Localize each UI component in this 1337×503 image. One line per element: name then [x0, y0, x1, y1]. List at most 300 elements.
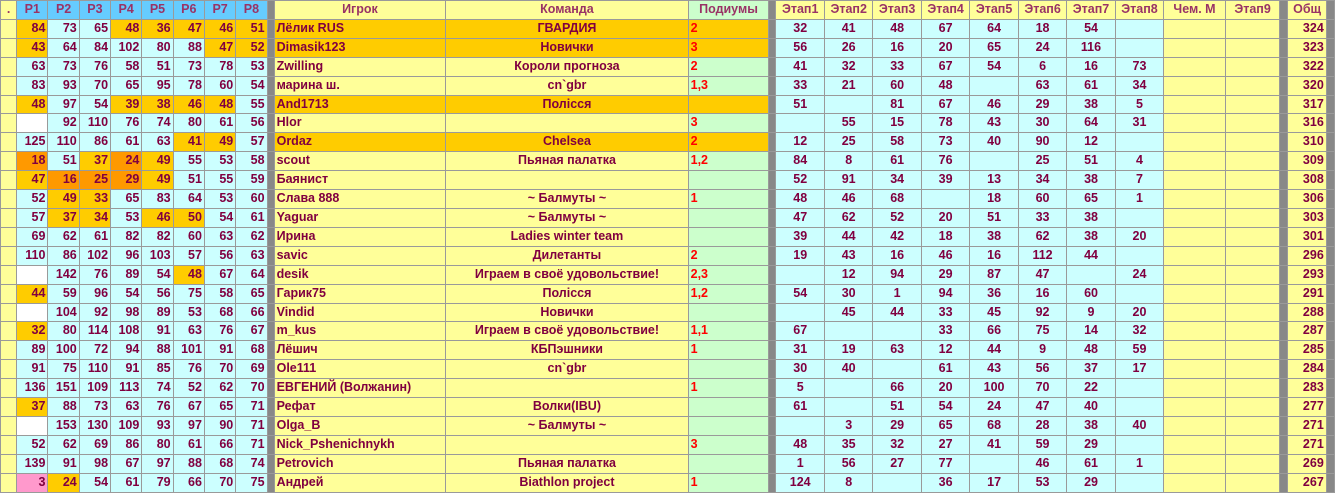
stage-score[interactable]	[873, 360, 921, 379]
stage-score[interactable]: 45	[824, 303, 872, 322]
stage-score[interactable]	[1225, 133, 1280, 152]
stage-score[interactable]: 70	[1018, 379, 1066, 398]
place-cell[interactable]: 96	[79, 284, 110, 303]
place-cell[interactable]: 51	[142, 57, 173, 76]
place-cell[interactable]: 61	[204, 114, 235, 133]
stage-score[interactable]: 51	[1067, 152, 1115, 171]
total-score[interactable]: 285	[1288, 341, 1326, 360]
place-cell[interactable]: 61	[111, 133, 142, 152]
place-cell[interactable]: 33	[79, 190, 110, 209]
stage-score[interactable]: 24	[1115, 265, 1163, 284]
stage-score[interactable]	[873, 473, 921, 492]
stage-score[interactable]: 33	[1018, 208, 1066, 227]
stage-score[interactable]	[1164, 246, 1226, 265]
team-name[interactable]	[446, 379, 688, 398]
place-cell[interactable]: 61	[173, 435, 204, 454]
stage-score[interactable]	[1164, 133, 1226, 152]
stage-score[interactable]: 8	[824, 152, 872, 171]
header-p6[interactable]: P6	[173, 1, 204, 20]
stage-score[interactable]: 33	[873, 57, 921, 76]
place-cell[interactable]: 54	[79, 473, 110, 492]
header-chem-m[interactable]: Чем. М	[1164, 1, 1226, 20]
stage-score[interactable]	[1115, 284, 1163, 303]
total-score[interactable]: 269	[1288, 454, 1326, 473]
stage-score[interactable]: 32	[1115, 322, 1163, 341]
place-cell[interactable]: 95	[142, 76, 173, 95]
stage-score[interactable]: 46	[1018, 454, 1066, 473]
player-name[interactable]: scout	[274, 152, 446, 171]
place-cell[interactable]: 72	[79, 341, 110, 360]
stage-score[interactable]: 112	[1018, 246, 1066, 265]
stage-score[interactable]	[1164, 322, 1226, 341]
place-cell[interactable]: 63	[173, 322, 204, 341]
place-cell[interactable]: 94	[111, 341, 142, 360]
podiums-cell[interactable]: 1,2	[688, 152, 769, 171]
place-cell[interactable]: 82	[142, 227, 173, 246]
team-name[interactable]: Играем в своё удовольствие!	[446, 322, 688, 341]
header-p5[interactable]: P5	[142, 1, 173, 20]
place-cell[interactable]: 73	[173, 57, 204, 76]
stage-score[interactable]	[1115, 435, 1163, 454]
place-cell[interactable]: 57	[173, 246, 204, 265]
stage-score[interactable]: 67	[776, 322, 824, 341]
total-score[interactable]: 322	[1288, 57, 1326, 76]
stage-score[interactable]: 28	[1018, 416, 1066, 435]
stage-score[interactable]: 13	[970, 171, 1018, 190]
stage-score[interactable]: 59	[1115, 341, 1163, 360]
stage-score[interactable]: 94	[873, 265, 921, 284]
stage-score[interactable]: 61	[1067, 454, 1115, 473]
stage-score[interactable]: 16	[873, 246, 921, 265]
place-cell[interactable]: 89	[17, 341, 48, 360]
stage-score[interactable]	[1225, 227, 1280, 246]
team-name[interactable]: Полісся	[446, 95, 688, 114]
stage-score[interactable]: 47	[1018, 265, 1066, 284]
place-cell[interactable]: 52	[236, 38, 267, 57]
stage-score[interactable]: 52	[776, 171, 824, 190]
place-cell[interactable]: 76	[79, 265, 110, 284]
stage-score[interactable]	[824, 398, 872, 417]
place-cell[interactable]: 54	[142, 265, 173, 284]
header-stage5[interactable]: Этап5	[970, 1, 1018, 20]
stage-score[interactable]	[1225, 341, 1280, 360]
stage-score[interactable]: 90	[1018, 133, 1066, 152]
stage-score[interactable]: 124	[776, 473, 824, 492]
team-name[interactable]: Biathlon project	[446, 473, 688, 492]
stage-score[interactable]: 34	[1018, 171, 1066, 190]
header-stage1[interactable]: Этап1	[776, 1, 824, 20]
place-cell[interactable]: 62	[48, 435, 79, 454]
stage-score[interactable]: 20	[921, 208, 969, 227]
stage-score[interactable]: 38	[1067, 227, 1115, 246]
stage-score[interactable]: 18	[1018, 19, 1066, 38]
stage-score[interactable]: 52	[873, 208, 921, 227]
team-name[interactable]: cn`gbr	[446, 360, 688, 379]
stage-score[interactable]	[776, 265, 824, 284]
player-name[interactable]: savic	[274, 246, 446, 265]
stage-score[interactable]: 18	[970, 190, 1018, 209]
player-name[interactable]: Слава 888	[274, 190, 446, 209]
stage-score[interactable]: 54	[776, 284, 824, 303]
stage-score[interactable]: 12	[776, 133, 824, 152]
place-cell[interactable]: 80	[173, 114, 204, 133]
place-cell[interactable]: 65	[204, 398, 235, 417]
place-cell[interactable]: 97	[173, 416, 204, 435]
place-cell[interactable]: 78	[173, 76, 204, 95]
stage-score[interactable]	[824, 95, 872, 114]
place-cell[interactable]: 61	[111, 473, 142, 492]
stage-score[interactable]: 15	[873, 114, 921, 133]
podiums-cell[interactable]: 1,3	[688, 76, 769, 95]
place-cell[interactable]: 38	[142, 95, 173, 114]
place-cell[interactable]: 79	[142, 473, 173, 492]
place-cell[interactable]: 44	[17, 284, 48, 303]
place-cell[interactable]: 34	[79, 208, 110, 227]
place-cell[interactable]: 53	[204, 190, 235, 209]
stage-score[interactable]	[1225, 379, 1280, 398]
podiums-cell[interactable]: 1	[688, 190, 769, 209]
place-cell[interactable]: 65	[111, 76, 142, 95]
stage-score[interactable]: 47	[776, 208, 824, 227]
place-cell[interactable]: 18	[17, 152, 48, 171]
place-cell[interactable]: 25	[79, 171, 110, 190]
stage-score[interactable]: 46	[921, 246, 969, 265]
stage-score[interactable]	[824, 322, 872, 341]
place-cell[interactable]: 84	[79, 38, 110, 57]
place-cell[interactable]: 52	[17, 435, 48, 454]
podiums-cell[interactable]: 2	[688, 246, 769, 265]
stage-score[interactable]: 40	[970, 133, 1018, 152]
stage-score[interactable]: 66	[873, 379, 921, 398]
total-score[interactable]: 291	[1288, 284, 1326, 303]
stage-score[interactable]: 45	[970, 303, 1018, 322]
stage-score[interactable]	[1164, 227, 1226, 246]
place-cell[interactable]: 75	[173, 284, 204, 303]
team-name[interactable]	[446, 114, 688, 133]
place-cell[interactable]: 91	[142, 322, 173, 341]
stage-score[interactable]: 54	[970, 57, 1018, 76]
stage-score[interactable]	[1164, 76, 1226, 95]
stage-score[interactable]	[1164, 19, 1226, 38]
stage-score[interactable]: 27	[921, 435, 969, 454]
stage-score[interactable]: 94	[921, 284, 969, 303]
place-cell[interactable]: 52	[17, 190, 48, 209]
place-cell[interactable]: 70	[204, 360, 235, 379]
total-score[interactable]: 323	[1288, 38, 1326, 57]
stage-score[interactable]: 63	[1018, 76, 1066, 95]
stage-score[interactable]: 27	[873, 454, 921, 473]
place-cell[interactable]: 63	[236, 246, 267, 265]
place-cell[interactable]: 67	[204, 265, 235, 284]
player-name[interactable]: m_kus	[274, 322, 446, 341]
stage-score[interactable]: 78	[921, 114, 969, 133]
place-cell[interactable]: 86	[79, 133, 110, 152]
stage-score[interactable]	[1225, 38, 1280, 57]
stage-score[interactable]	[1115, 19, 1163, 38]
place-cell[interactable]: 47	[173, 19, 204, 38]
place-cell[interactable]: 48	[17, 95, 48, 114]
place-cell[interactable]: 16	[48, 171, 79, 190]
total-score[interactable]: 320	[1288, 76, 1326, 95]
place-cell[interactable]: 74	[142, 379, 173, 398]
stage-score[interactable]: 12	[921, 341, 969, 360]
total-score[interactable]: 267	[1288, 473, 1326, 492]
stage-score[interactable]	[1225, 76, 1280, 95]
stage-score[interactable]: 48	[776, 435, 824, 454]
stage-score[interactable]: 53	[1018, 473, 1066, 492]
place-cell[interactable]: 91	[48, 454, 79, 473]
stage-score[interactable]	[1225, 284, 1280, 303]
stage-score[interactable]	[1164, 95, 1226, 114]
stage-score[interactable]: 37	[1067, 360, 1115, 379]
player-name[interactable]: Hlor	[274, 114, 446, 133]
place-cell[interactable]: 88	[142, 341, 173, 360]
stage-score[interactable]: 64	[1067, 114, 1115, 133]
stage-score[interactable]: 12	[1067, 133, 1115, 152]
stage-score[interactable]: 16	[1018, 284, 1066, 303]
place-cell[interactable]: 58	[204, 284, 235, 303]
stage-score[interactable]	[1115, 246, 1163, 265]
stage-score[interactable]	[776, 114, 824, 133]
stage-score[interactable]: 32	[873, 435, 921, 454]
team-name[interactable]: Волки(IBU)	[446, 398, 688, 417]
place-cell[interactable]: 92	[79, 303, 110, 322]
total-score[interactable]: 284	[1288, 360, 1326, 379]
place-cell[interactable]: 109	[79, 379, 110, 398]
team-name[interactable]: ~ Балмуты ~	[446, 416, 688, 435]
stage-score[interactable]: 38	[1067, 171, 1115, 190]
header-p4[interactable]: P4	[111, 1, 142, 20]
player-name[interactable]: Ирина	[274, 227, 446, 246]
stage-score[interactable]: 48	[921, 76, 969, 95]
stage-score[interactable]: 38	[1067, 208, 1115, 227]
place-cell[interactable]: 55	[173, 152, 204, 171]
stage-score[interactable]: 8	[824, 473, 872, 492]
place-cell[interactable]: 108	[111, 322, 142, 341]
stage-score[interactable]: 40	[1115, 416, 1163, 435]
place-cell[interactable]: 54	[111, 284, 142, 303]
stage-score[interactable]: 17	[970, 473, 1018, 492]
place-cell[interactable]: 91	[111, 360, 142, 379]
place-cell[interactable]: 56	[204, 246, 235, 265]
place-cell[interactable]: 43	[17, 38, 48, 57]
stage-score[interactable]: 18	[921, 227, 969, 246]
place-cell[interactable]: 48	[173, 265, 204, 284]
team-name[interactable]: Новички	[446, 303, 688, 322]
place-cell[interactable]: 76	[111, 114, 142, 133]
header-podiums[interactable]: Подиумы	[688, 1, 769, 20]
place-cell[interactable]: 47	[204, 38, 235, 57]
stage-score[interactable]	[1164, 303, 1226, 322]
place-cell[interactable]: 64	[48, 38, 79, 57]
place-cell[interactable]: 54	[79, 95, 110, 114]
stage-score[interactable]	[1225, 398, 1280, 417]
stage-score[interactable]	[1225, 303, 1280, 322]
stage-score[interactable]	[970, 76, 1018, 95]
place-cell[interactable]: 82	[111, 227, 142, 246]
place-cell[interactable]: 96	[111, 246, 142, 265]
place-cell[interactable]: 142	[48, 265, 79, 284]
stage-score[interactable]: 44	[824, 227, 872, 246]
stage-score[interactable]: 33	[921, 303, 969, 322]
place-cell[interactable]: 80	[142, 38, 173, 57]
stage-score[interactable]: 60	[1018, 190, 1066, 209]
stage-score[interactable]: 16	[873, 38, 921, 57]
stage-score[interactable]: 29	[921, 265, 969, 284]
place-cell[interactable]: 39	[111, 95, 142, 114]
place-cell[interactable]: 51	[173, 171, 204, 190]
stage-score[interactable]: 84	[776, 152, 824, 171]
place-cell[interactable]: 66	[173, 473, 204, 492]
stage-score[interactable]	[776, 303, 824, 322]
stage-score[interactable]: 56	[776, 38, 824, 57]
place-cell[interactable]: 90	[204, 416, 235, 435]
stage-score[interactable]	[873, 322, 921, 341]
stage-score[interactable]	[1225, 190, 1280, 209]
stage-score[interactable]: 33	[776, 76, 824, 95]
podiums-cell[interactable]: 2	[688, 133, 769, 152]
place-cell[interactable]: 76	[79, 57, 110, 76]
stage-score[interactable]	[1164, 190, 1226, 209]
stage-score[interactable]	[1164, 152, 1226, 171]
place-cell[interactable]: 139	[17, 454, 48, 473]
total-score[interactable]: 324	[1288, 19, 1326, 38]
stage-score[interactable]: 48	[776, 190, 824, 209]
stage-score[interactable]: 55	[824, 114, 872, 133]
podiums-cell[interactable]: 2	[688, 57, 769, 76]
stage-score[interactable]: 1	[1115, 454, 1163, 473]
place-cell[interactable]: 61	[79, 227, 110, 246]
place-cell[interactable]: 86	[111, 435, 142, 454]
stage-score[interactable]: 20	[921, 38, 969, 57]
place-cell[interactable]: 64	[173, 190, 204, 209]
place-cell[interactable]: 51	[236, 19, 267, 38]
stage-score[interactable]: 14	[1067, 322, 1115, 341]
podiums-cell[interactable]: 3	[688, 435, 769, 454]
place-cell[interactable]: 74	[142, 114, 173, 133]
place-cell[interactable]: 71	[236, 398, 267, 417]
header-team[interactable]: Команда	[446, 1, 688, 20]
place-cell[interactable]: 60	[204, 76, 235, 95]
stage-score[interactable]: 32	[776, 19, 824, 38]
place-cell[interactable]: 110	[79, 360, 110, 379]
stage-score[interactable]	[1164, 360, 1226, 379]
place-cell[interactable]: 92	[48, 114, 79, 133]
stage-score[interactable]: 36	[921, 473, 969, 492]
team-name[interactable]: Chelsea	[446, 133, 688, 152]
place-cell[interactable]: 62	[236, 227, 267, 246]
stage-score[interactable]: 44	[1067, 246, 1115, 265]
stage-score[interactable]: 25	[1018, 152, 1066, 171]
stage-score[interactable]: 5	[1115, 95, 1163, 114]
stage-score[interactable]: 43	[970, 114, 1018, 133]
stage-score[interactable]	[1225, 246, 1280, 265]
stage-score[interactable]	[1115, 133, 1163, 152]
stage-score[interactable]: 47	[1018, 398, 1066, 417]
stage-score[interactable]: 81	[873, 95, 921, 114]
place-cell[interactable]: 91	[204, 341, 235, 360]
stage-score[interactable]: 56	[1018, 360, 1066, 379]
player-name[interactable]: ЕВГЕНИЙ (Волжанин)	[274, 379, 446, 398]
stage-score[interactable]: 67	[921, 57, 969, 76]
stage-score[interactable]: 61	[921, 360, 969, 379]
place-cell[interactable]: 65	[79, 19, 110, 38]
podiums-cell[interactable]	[688, 95, 769, 114]
stage-score[interactable]: 60	[1067, 284, 1115, 303]
place-cell[interactable]: 3	[17, 473, 48, 492]
podiums-cell[interactable]	[688, 171, 769, 190]
place-cell[interactable]: 55	[236, 95, 267, 114]
stage-score[interactable]: 56	[824, 454, 872, 473]
place-cell[interactable]: 85	[142, 360, 173, 379]
header-p3[interactable]: P3	[79, 1, 110, 20]
header-stage2[interactable]: Этап2	[824, 1, 872, 20]
stage-score[interactable]: 22	[1067, 379, 1115, 398]
place-cell[interactable]: 103	[142, 246, 173, 265]
stage-score[interactable]: 73	[1115, 57, 1163, 76]
place-cell[interactable]: 57	[17, 208, 48, 227]
stage-score[interactable]: 19	[824, 341, 872, 360]
header-player[interactable]: Игрок	[274, 1, 446, 20]
place-cell[interactable]: 88	[173, 38, 204, 57]
total-score[interactable]: 277	[1288, 398, 1326, 417]
stage-score[interactable]: 41	[824, 19, 872, 38]
place-cell[interactable]: 53	[236, 57, 267, 76]
stage-score[interactable]: 87	[970, 265, 1018, 284]
stage-score[interactable]: 54	[921, 398, 969, 417]
place-cell[interactable]: 37	[48, 208, 79, 227]
place-cell[interactable]: 51	[48, 152, 79, 171]
place-cell[interactable]: 110	[17, 246, 48, 265]
stage-score[interactable]: 66	[970, 322, 1018, 341]
stage-score[interactable]: 51	[970, 208, 1018, 227]
stage-score[interactable]: 60	[873, 76, 921, 95]
place-cell[interactable]: 104	[48, 303, 79, 322]
stage-score[interactable]: 38	[1067, 416, 1115, 435]
player-name[interactable]: Лёшич	[274, 341, 446, 360]
place-cell[interactable]: 86	[48, 246, 79, 265]
team-name[interactable]: Играем в своё удовольствие!	[446, 265, 688, 284]
stage-score[interactable]	[1115, 38, 1163, 57]
place-cell[interactable]: 53	[204, 152, 235, 171]
place-cell[interactable]: 80	[48, 322, 79, 341]
stage-score[interactable]: 38	[1067, 95, 1115, 114]
stage-score[interactable]: 38	[970, 227, 1018, 246]
place-cell[interactable]: 56	[142, 284, 173, 303]
team-name[interactable]: Короли прогноза	[446, 57, 688, 76]
podiums-cell[interactable]	[688, 208, 769, 227]
place-cell[interactable]: 70	[236, 379, 267, 398]
place-cell[interactable]: 53	[173, 303, 204, 322]
total-score[interactable]: 283	[1288, 379, 1326, 398]
stage-score[interactable]: 1	[1115, 190, 1163, 209]
stage-score[interactable]: 54	[1067, 19, 1115, 38]
place-cell[interactable]: 61	[236, 208, 267, 227]
place-cell[interactable]: 88	[48, 398, 79, 417]
team-name[interactable]: Полісся	[446, 284, 688, 303]
podiums-cell[interactable]: 3	[688, 114, 769, 133]
stage-score[interactable]: 5	[776, 379, 824, 398]
team-name[interactable]: КБПэшники	[446, 341, 688, 360]
stage-score[interactable]	[1164, 171, 1226, 190]
place-cell[interactable]: 62	[48, 227, 79, 246]
stage-score[interactable]	[1164, 379, 1226, 398]
stage-score[interactable]	[776, 416, 824, 435]
header-p1[interactable]: P1	[17, 1, 48, 20]
stage-score[interactable]	[1164, 341, 1226, 360]
podiums-cell[interactable]: 1,1	[688, 322, 769, 341]
place-cell[interactable]	[17, 416, 48, 435]
